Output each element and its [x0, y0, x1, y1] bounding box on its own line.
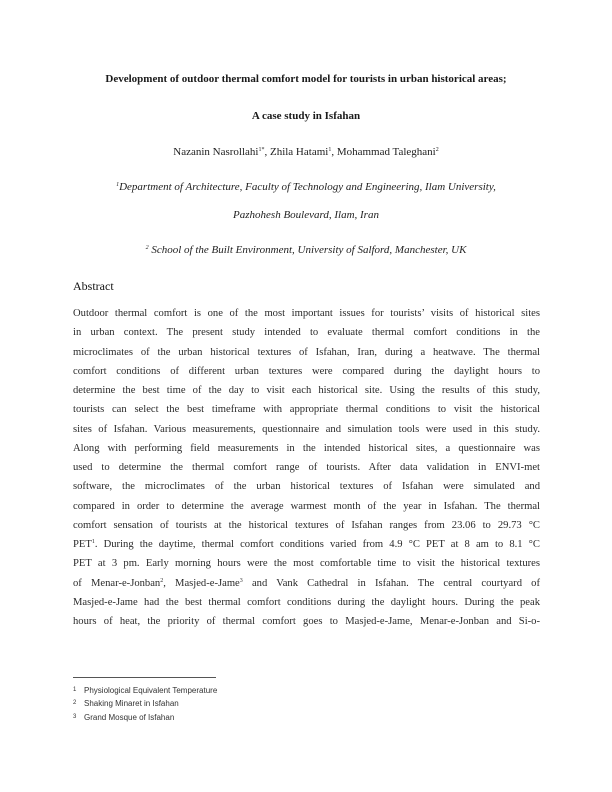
- abstract-line: determine the best time of the day to visit each historical site. Using the results of this study,: [73, 385, 540, 396]
- footnote-text: Physiological Equivalent Temperature: [84, 686, 218, 695]
- footnote-text: Grand Mosque of Isfahan: [84, 712, 175, 722]
- text-run: of Menar-e-Jonban: [73, 577, 161, 589]
- affiliation-text: Department of Architecture, Faculty of Technology and Engineering, Ilam University,: [119, 181, 496, 193]
- abstract-line: in urban context. The present study intended to evaluate thermal comfort conditions in the: [73, 327, 540, 339]
- author-name: Nazanin Nasrollahi: [173, 146, 259, 158]
- text-run: . During the daytime, thermal comfort conditions varied from 4.9 °C PET at 8 am to 8.1 °C: [94, 539, 540, 550]
- abstract-line: software, the microclimates of the urban historical textures of Isfahan were simulated and: [73, 481, 540, 493]
- author-name: Zhila Hatami: [269, 146, 329, 158]
- author-list: Nazanin Nasrollahi$^{1*}$, Zhila Hatami$^1$, Mohammad Taleghani$^2$: [173, 146, 439, 158]
- abstract-line: comfort conditions of different urban textures were compared during the daylight hours to: [73, 365, 540, 377]
- footnote-ref: 1: [91, 539, 95, 545]
- footnote: [73, 711, 217, 724]
- affiliation-2: [60, 243, 552, 257]
- footnote-ref: 3: [239, 577, 243, 584]
- text-run: PET: [73, 539, 92, 550]
- affiliation-1-line2: Pazhohesh Boulevard, Ilam, Iran: [233, 209, 379, 221]
- author-mark: 1*: [258, 147, 265, 153]
- footnote-mark: 2: [73, 700, 77, 707]
- footnote-ref: 2: [160, 577, 164, 584]
- text-run: and Vank Cathedral in Isfahan. The central courtyard of: [242, 577, 541, 589]
- author-mark: 2: [435, 147, 439, 153]
- abstract-line: PET at 3 pm. Early morning hours were the most comfortable time to visit the historical textures: [73, 558, 540, 570]
- author-name: Mohammad Taleghani: [336, 146, 436, 158]
- affiliation-mark: 1: [116, 182, 120, 188]
- footnote-text: Shaking Minaret in Isfahan: [84, 699, 179, 709]
- footnote-divider: [73, 677, 216, 678]
- abstract-line: used to determine the thermal comfort range of tourists. After data validation in ENVI-met: [73, 462, 540, 473]
- abstract-heading: Abstract: [73, 279, 114, 293]
- abstract-line: compared in order to determine the average warmest month of the year in Isfahan. The thermal: [73, 500, 540, 512]
- footnotes: [73, 684, 217, 724]
- abstract-line: [73, 574, 540, 593]
- text-run: , Masjed-e-Jame: [163, 577, 240, 589]
- abstract-line: microclimates of the urban historical textures of Isfahan, Iran, during a heatwave. The thermal: [73, 346, 540, 358]
- footnote: [73, 697, 217, 710]
- abstract-line: sites of Isfahan. Various measurements, questionnaire and simulation tools were used in this study.: [73, 423, 540, 435]
- paper-title-line1: Development of outdoor thermal comfort model for tourists in urban historical areas;: [105, 73, 507, 85]
- author-mark: 1: [328, 147, 332, 153]
- abstract-line: Along with performing field measurements in the intended historical sites, a questionnaire was: [73, 442, 540, 454]
- affiliation-text: School of the Built Environment, University of Salford, Manchester, UK: [151, 244, 467, 256]
- abstract-line: comfort sensation of tourists at the historical textures of Isfahan ranges from 23.06 to 29.73 °C: [73, 519, 540, 531]
- footnote-mark: 3: [73, 713, 77, 720]
- abstract-line: [73, 535, 540, 554]
- abstract-line: hours of heat, the priority of thermal comfort goes to Masjed-e-Jame, Menar-e-Jonban and Si-o-: [73, 616, 540, 627]
- footnote: [73, 684, 217, 697]
- abstract-body: [73, 304, 540, 631]
- affiliation-mark: 2: [145, 245, 149, 251]
- abstract-line: tourists can select the best timeframe with appropriate thermal conditions to visit the historical: [73, 404, 540, 416]
- affiliation-1: [60, 180, 552, 194]
- footnote-mark: 1: [73, 687, 77, 693]
- abstract-line: Outdoor thermal comfort is one of the most important issues for tourists’ visits of historical sites: [73, 308, 540, 319]
- abstract-line: Masjed-e-Jame had the best thermal comfort conditions during the daylight hours. During the peak: [73, 596, 540, 608]
- paper-title-line2: A case study in Isfahan: [251, 110, 361, 122]
